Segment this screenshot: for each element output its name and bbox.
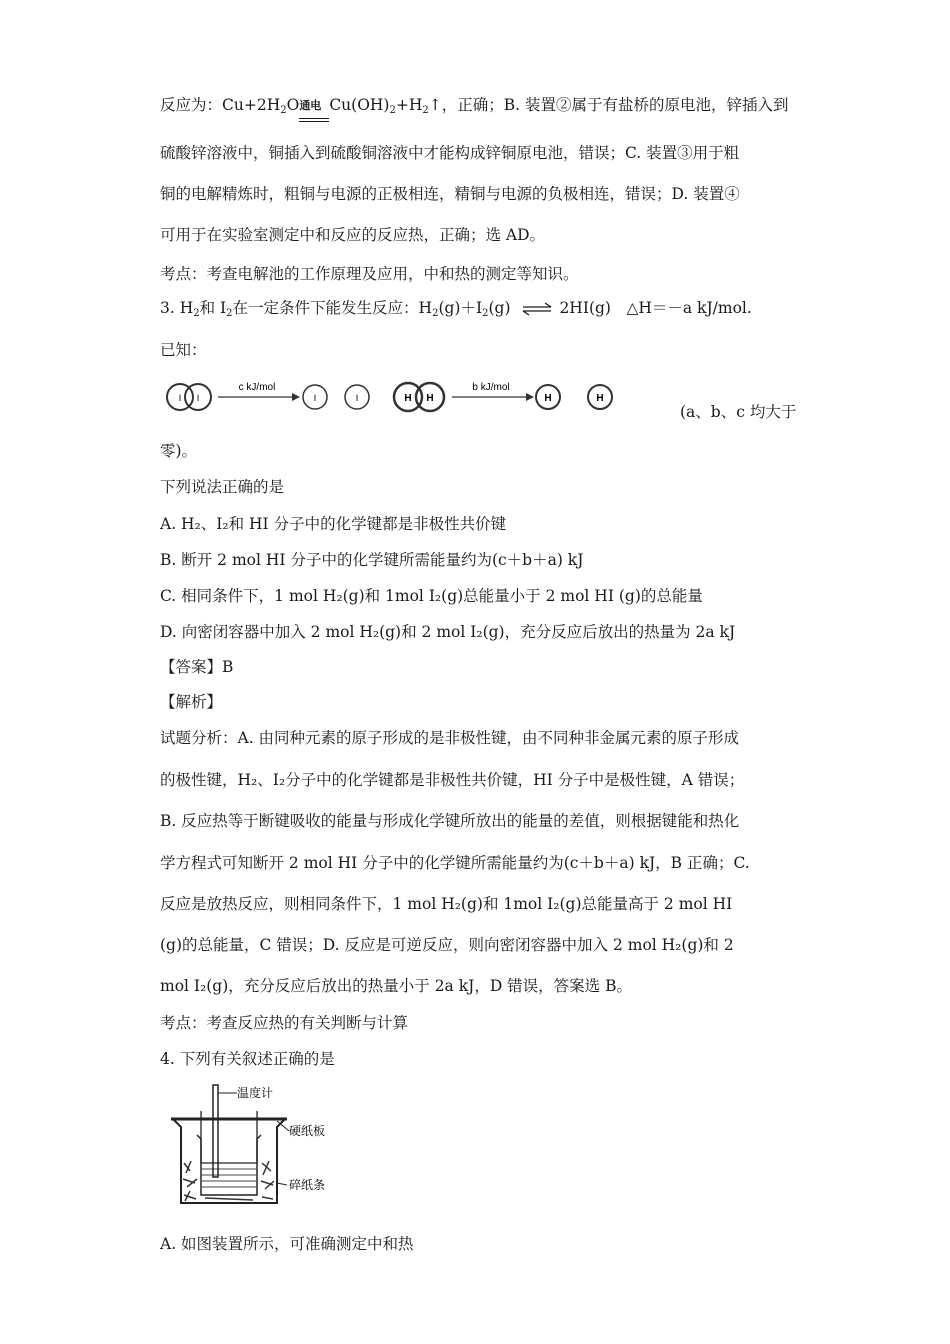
i2-molecule-icon [167, 384, 211, 410]
thermometer-label: 温度计 [237, 1086, 274, 1100]
option-a: A. H₂、I₂和 HI 分子中的化学键都是非极性共价键 [160, 515, 507, 533]
option-a: A. 如图装置所示，可准确测定中和热 [160, 1235, 414, 1253]
b-energy-label: b kJ/mol [472, 382, 510, 393]
atom-label: I [196, 393, 200, 403]
analysis-line: 的极性键，H₂、I₂分子中的化学键都是非极性共价键，HI 分子中是极性键，A 错误； [160, 771, 745, 789]
question-4-stem: 4. 下列有关叙述正确的是 [160, 1050, 335, 1068]
condition-text: (a、b、c 均大于 [680, 403, 797, 421]
option-c: C. 相同条件下，1 mol H₂(g)和 1mol I₂(g)总能量小于 2 mol HI (g)的总能量 [160, 587, 703, 605]
analysis-line: 学方程式可知断开 2 mol HI 分子中的化学键所需能量约为(c＋b＋a) kJ，B 正确；C. [160, 854, 750, 872]
condition-text: 零)。 [160, 442, 198, 460]
atom-label: I [313, 393, 317, 403]
board-label: 硬纸板 [289, 1124, 326, 1138]
option-d: D. 向密闭容器中加入 2 mol H₂(g)和 2 mol I₂(g)，充分反应后放出的热量为 2a kJ [160, 623, 736, 641]
analysis-label: 【解析】 [160, 693, 223, 711]
electrolysis-condition: 通电 [299, 99, 322, 112]
question-3-stem: 3. $H_2$和 $I_2$在一定条件下能发生反应：$H_2(g)+I_2(g)$ 2HI(g) △H＝－a kJ/mol. [160, 299, 752, 319]
question-prompt: 下列说法正确的是 [160, 478, 285, 496]
atom-label: H [596, 393, 604, 404]
text-line: 硫酸锌溶液中，铜插入到硫酸铜溶液中才能构成锌铜原电池，错误；C. 装置③用于粗 [160, 144, 740, 162]
text-line: 反应为：$Cu+2H_2O$ 通电 $Cu(OH)_2+H_2↑$，正确；B. 装置②属于有盐桥的原电池，锌插入到 [160, 95, 788, 121]
option-b: B. 断开 2 mol HI 分子中的化学键所需能量约为(c＋b＋a) kJ [160, 551, 584, 569]
text-line: 铜的电解精炼时，粗铜与电源的正极相连，精铜与电源的负极相连，错误；D. 装置④ [160, 185, 740, 203]
answer-label: 【答案】B [160, 658, 234, 676]
known-label: 已知： [160, 341, 207, 359]
analysis-line: B. 反应热等于断键吸收的能量与形成化学键所放出的能量的差值，则根据键能和热化 [160, 812, 740, 830]
h2-molecule-icon [394, 383, 444, 411]
scraps-label: 碎纸条 [289, 1178, 326, 1192]
analysis-line: 试题分析：A. 由同种元素的原子形成的是非极性键，由不同种非金属元素的原子形成 [160, 729, 740, 747]
calorimeter-figure [165, 1083, 365, 1213]
atom-label: I [178, 393, 182, 403]
bond-energy-figure [160, 375, 620, 425]
atom-label: H [544, 393, 552, 404]
c-energy-label: c kJ/mol [238, 382, 276, 393]
atom-label: H [404, 393, 412, 404]
atom-label: H [426, 393, 434, 404]
atom-label: I [355, 393, 359, 403]
analysis-line: (g)的总能量，C 错误；D. 反应是可逆反应，则向密闭容器中加入 2 mol H₂(g)和 2 [160, 936, 734, 954]
equilibrium-arrow-icon [521, 302, 553, 316]
key-point: 考点：考查反应热的有关判断与计算 [160, 1014, 409, 1032]
text-line: 可用于在实验室测定中和反应的反应热，正确；选 AD。 [160, 226, 546, 244]
analysis-line: 反应是放热反应，则相同条件下，1 mol H₂(g)和 1mol I₂(g)总能量高于 2 mol HI [160, 895, 733, 913]
text-line: 考点：考查电解池的工作原理及应用，中和热的测定等知识。 [160, 265, 579, 283]
analysis-line: mol I₂(g)，充分反应后放出的热量小于 2a kJ，D 错误，答案选 B。 [160, 977, 633, 995]
